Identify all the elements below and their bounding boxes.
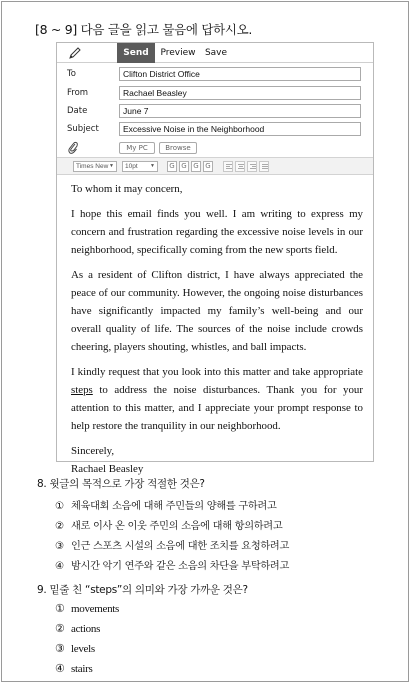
browse-button[interactable]: Browse — [159, 142, 197, 154]
option-text: 새로 이사 온 이웃 주민의 소음에 대해 항의하려고 — [71, 521, 283, 532]
option-number: ③ — [55, 643, 65, 655]
option-number: ③ — [55, 541, 64, 552]
question-8-stem: 8. 윗글의 목적으로 가장 적절한 것은? — [37, 478, 205, 490]
format-g4-button[interactable]: G — [203, 161, 213, 172]
option-number: ② — [55, 521, 64, 532]
option-number: ② — [55, 623, 65, 635]
to-label: To — [67, 69, 76, 79]
signature: Rachael Beasley — [71, 463, 144, 475]
q9-option-3[interactable] — [55, 642, 95, 655]
date-field[interactable]: June 7 — [119, 104, 361, 118]
font-select[interactable] — [73, 161, 117, 172]
paragraph-1: I hope this email finds you well. I am writing to express my concern and frustration regarding the excessive noise levels in our neighborhood, specifically coming from the new sports field. — [71, 208, 363, 256]
option-text: 인근 스포츠 시설의 소음에 대한 조치를 요청하려고 — [71, 541, 289, 552]
align-right-icon[interactable] — [247, 161, 257, 172]
option-number: ④ — [55, 663, 65, 675]
q8-option-2[interactable] — [55, 517, 282, 532]
composer-toolbar — [57, 43, 373, 63]
date-label: Date — [67, 106, 88, 116]
paragraph-3 — [71, 363, 363, 435]
q9-option-1[interactable] — [55, 602, 119, 615]
paragraph-3-before: I kindly request that you look into this matter and take appropriate — [71, 366, 363, 378]
paragraph-2: As a resident of Clifton district, I have always appreciated the peace of our community. However, the ongoing noise disturbances have significantly impacted my family’s well-being and our overall quality of life. The sources of the noise include crowds cheering, players shouting, whistles, and ball impacts. — [71, 269, 363, 353]
option-text: actions — [71, 623, 101, 635]
option-text: stairs — [71, 663, 93, 675]
option-text: levels — [71, 643, 95, 655]
format-toolbar — [57, 157, 373, 175]
option-number: ① — [55, 603, 65, 615]
q8-option-3[interactable] — [55, 537, 289, 552]
align-left-icon[interactable] — [223, 161, 233, 172]
option-text: movements — [71, 603, 120, 615]
email-composer — [56, 42, 374, 475]
greeting: To whom it may concern, — [71, 183, 183, 195]
preview-tab[interactable]: Preview — [160, 48, 196, 58]
q9-option-2[interactable] — [55, 622, 100, 635]
option-text: 밤시간 악기 연주와 같은 소음의 차단을 부탁하려고 — [71, 561, 289, 572]
attachment-row — [57, 140, 373, 157]
to-row — [57, 65, 373, 84]
format-g2-button[interactable]: G — [179, 161, 189, 172]
to-field[interactable]: Clifton District Office — [119, 67, 361, 81]
option-number: ① — [55, 501, 64, 512]
align-center-icon[interactable] — [235, 161, 245, 172]
q9-option-4[interactable] — [55, 662, 92, 675]
paragraph-3-after: to address the noise disturbances. Thank you for your attention to this matter, and I appreciate your prompt response to help restore the tranquility in our neighborhood. — [71, 384, 363, 432]
subject-field[interactable]: Excessive Noise in the Neighborhood — [119, 122, 361, 136]
format-g3-button[interactable]: G — [191, 161, 201, 172]
q8-option-4[interactable] — [55, 557, 289, 572]
from-label: From — [67, 88, 89, 98]
subject-label: Subject — [67, 124, 99, 134]
save-tab[interactable]: Save — [204, 48, 228, 58]
font-size-value: 10pt — [125, 163, 138, 170]
closing: Sincerely, — [71, 445, 115, 457]
option-text: 체육대회 소음에 대해 주민들의 양해를 구하려고 — [71, 501, 277, 512]
font-size-select[interactable] — [122, 161, 158, 172]
send-tab[interactable]: Send — [117, 43, 155, 63]
chevron-down-icon: ▼ — [150, 163, 155, 169]
instruction: [8 ~ 9] 다음 글을 읽고 물음에 답하시오. — [35, 22, 253, 37]
from-row — [57, 84, 373, 103]
subject-row — [57, 120, 373, 139]
my-pc-button[interactable]: My PC — [119, 142, 155, 154]
from-field[interactable]: Rachael Beasley — [119, 86, 361, 100]
q8-option-1[interactable] — [55, 497, 277, 512]
pencil-icon[interactable] — [68, 46, 82, 60]
paperclip-icon — [67, 141, 79, 155]
underlined-steps: steps — [71, 384, 93, 396]
font-select-value: Times New — [76, 163, 109, 170]
email-body[interactable] — [71, 180, 363, 478]
chevron-down-icon: ▼ — [109, 163, 114, 169]
question-9-stem: 9. 밑줄 친 “steps”의 의미와 가장 가까운 것은? — [37, 584, 248, 596]
align-justify-icon[interactable] — [259, 161, 269, 172]
date-row — [57, 102, 373, 121]
format-g1-button[interactable]: G — [167, 161, 177, 172]
option-number: ④ — [55, 561, 64, 572]
